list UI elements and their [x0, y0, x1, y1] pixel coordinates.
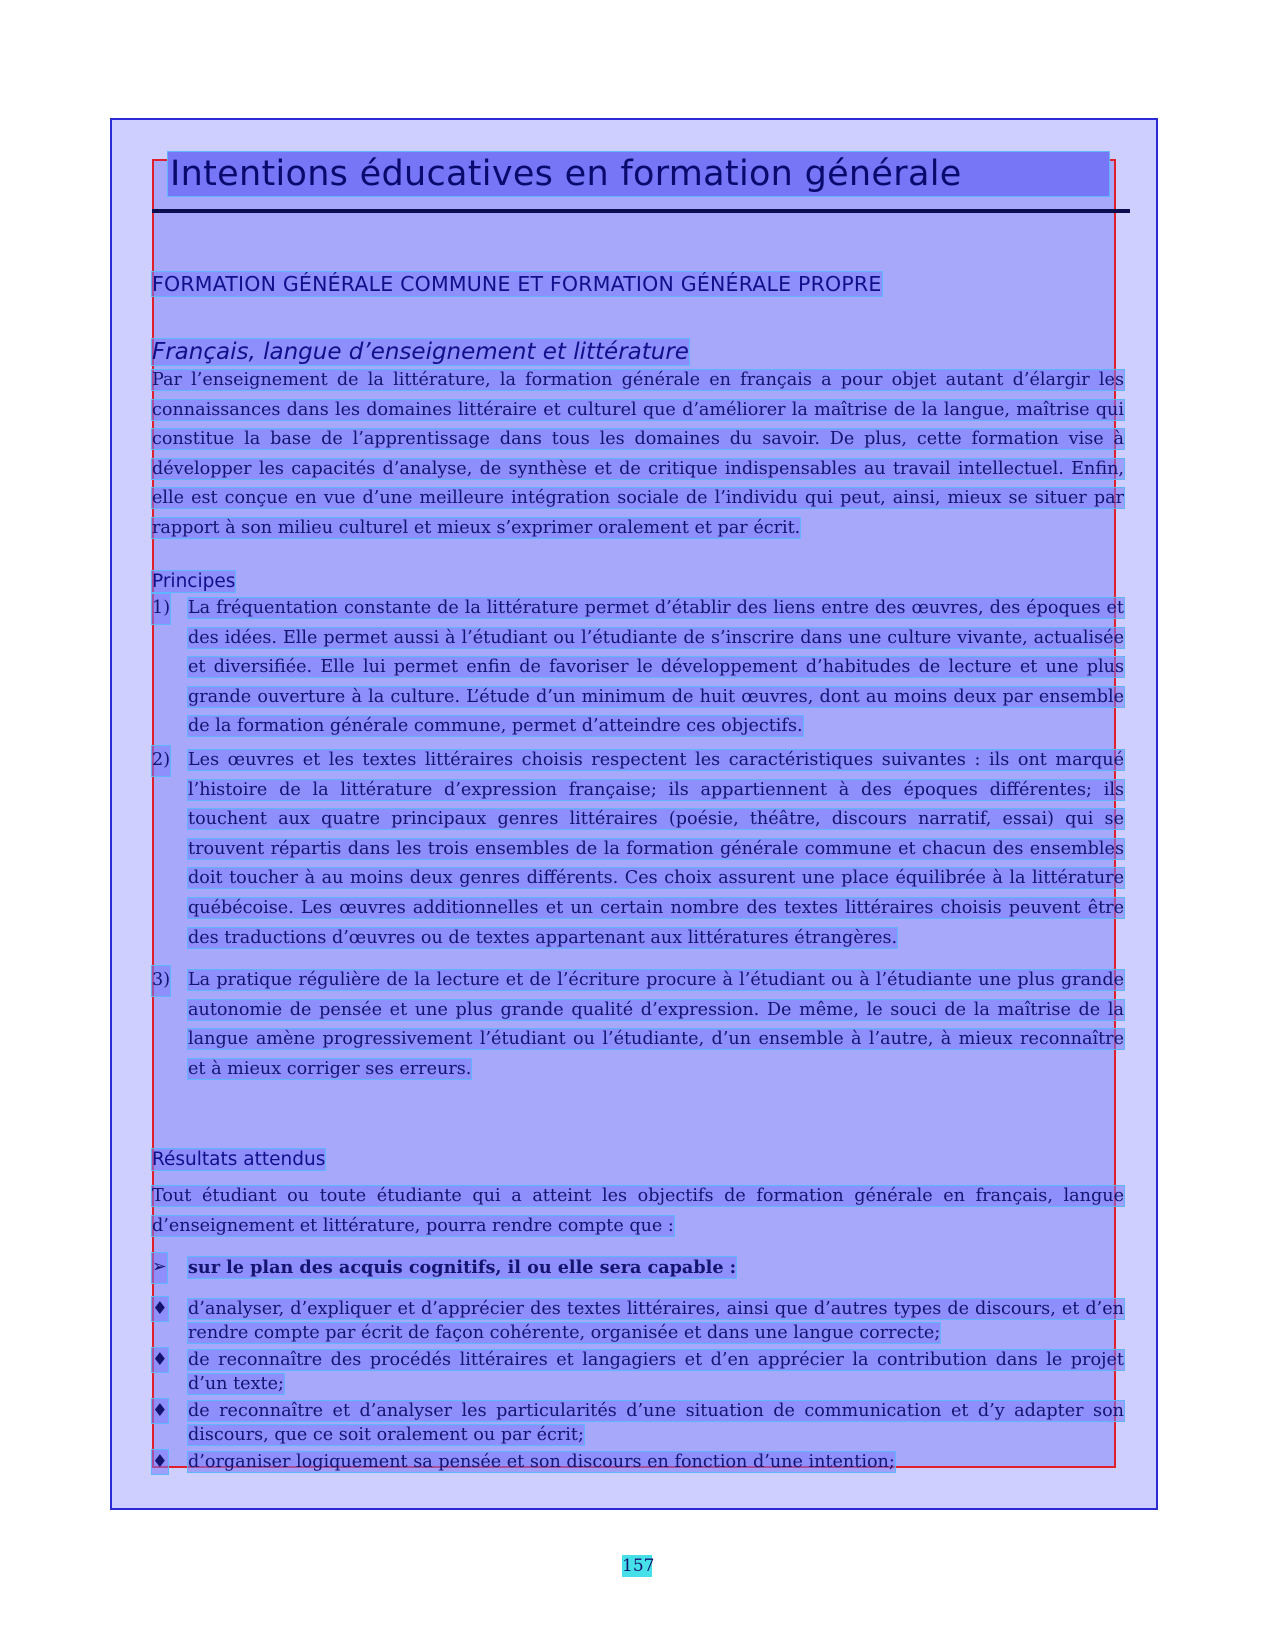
principle-number: 2) — [152, 746, 170, 776]
principle-number: 3) — [152, 966, 170, 996]
principle-text: Les œuvres et les textes littéraires choisis respectent les caractéristiques suivantes : ils ont marqué l’histoire de la littérature d’expression française; ils appartiennent à des époques différentes; ils touchent aux quatre principaux genres littéraires (poésie, théâtre, discours narratif, essai) qui se trouvent répartis dans les trois ensembles de la formation générale commune et chacun des ensembles doit toucher à au moins deux genres différents. Ces choix assurent une place équilibrée à la littérature québécoise. Les œuvres additionnelles et un certain nombre des textes littéraires choisis peuvent être des traductions d’œuvres ou de textes appartenant aux littératures étrangères. — [188, 750, 1124, 948]
principle-number: 1) — [152, 594, 170, 624]
list-item-text: de reconnaître et d’analyser les particularités d’une situation de communication et d’y adapter son discours, que ce soit oralement ou par écrit; — [188, 1401, 1124, 1446]
subject-heading: Français, langue d’enseignement et littérature — [152, 339, 689, 365]
principle-item — [152, 594, 1124, 742]
list-item — [152, 1348, 1124, 1397]
diamond-bullet-icon: ♦ — [152, 1297, 168, 1321]
list-item — [152, 1297, 1124, 1346]
principles-heading: Principes — [152, 571, 236, 592]
list-item-text: d’analyser, d’expliquer et d’apprécier des textes littéraires, ainsi que d’autres types de discours, et d’en rendre compte par écrit de façon cohérente, organisée et dans une langue correcte; — [188, 1299, 1124, 1344]
list-item-text: d’organiser logiquement sa pensée et son discours en fonction d’une intention; — [188, 1452, 895, 1472]
principle-text: La pratique régulière de la lecture et de l’écriture procure à l’étudiant ou à l’étudiante une plus grande autonomie de pensée et une plus grande qualité d’expression. De même, le souci de la maîtrise de la langue amène progressivement l’étudiant ou l’étudiante, d’un ensemble à l’autre, à mieux reconnaître et à mieux corriger ses erreurs. — [188, 970, 1124, 1079]
results-intro: Tout étudiant ou toute étudiante qui a atteint les objectifs de formation générale en français, langue d’enseignement et littérature, pourra rendre compte que : — [152, 1186, 1124, 1236]
section-heading: FORMATION GÉNÉRALE COMMUNE ET FORMATION GÉNÉRALE PROPRE — [152, 272, 882, 296]
principle-item — [152, 966, 1124, 1084]
page-number: 157 — [622, 1556, 655, 1576]
list-item-text: de reconnaître des procédés littéraires et langagiers et d’en apprécier la contribution dans le projet d’un texte; — [188, 1350, 1124, 1395]
cognitive-heading: sur le plan des acquis cognitifs, il ou elle sera capable : — [188, 1257, 737, 1278]
page-title: Intentions éducatives en formation générale — [168, 152, 1109, 196]
intro-paragraph: Par l’enseignement de la littérature, la formation générale en français a pour objet autant d’élargir les connaissances dans les domaines littéraire et culturel que d’améliorer la maîtrise de la langue, maîtrise qui constitue la base de l’apprentissage dans tous les domaines du savoir. De plus, cette formation vise à développer les capacités d’analyse, de synthèse et de critique indispensables au travail intellectuel. Enfin, elle est conçue en vue d’une meilleure intégration sociale de l’individu qui peut, ainsi, mieux se situer par rapport à son milieu culturel et mieux s’exprimer oralement et par écrit. — [152, 370, 1124, 538]
results-heading: Résultats attendus — [152, 1149, 326, 1170]
diamond-bullet-icon: ♦ — [152, 1348, 168, 1372]
diamond-bullet-icon: ♦ — [152, 1399, 168, 1423]
list-item — [152, 1450, 1124, 1474]
diamond-bullet-icon: ♦ — [152, 1450, 168, 1474]
cognitive-heading-item — [152, 1253, 1124, 1284]
principle-item — [152, 746, 1124, 953]
principle-text: La fréquentation constante de la littérature permet d’établir des liens entre des œuvres, des époques et des idées. Elle permet aussi à l’étudiant ou l’étudiante de s’inscrire dans une culture vivante, actualisée et diversifiée. Elle lui permet enfin de favoriser le développement d’habitudes de lecture et une plus grande ouverture à la culture. L’étude d’un minimum de huit œuvres, dont au moins deux par ensemble de la formation générale commune, permet d’atteindre ces objectifs. — [188, 598, 1124, 737]
title-rule — [152, 209, 1130, 213]
arrow-bullet-icon: ➢ — [152, 1253, 167, 1283]
list-item — [152, 1399, 1124, 1448]
